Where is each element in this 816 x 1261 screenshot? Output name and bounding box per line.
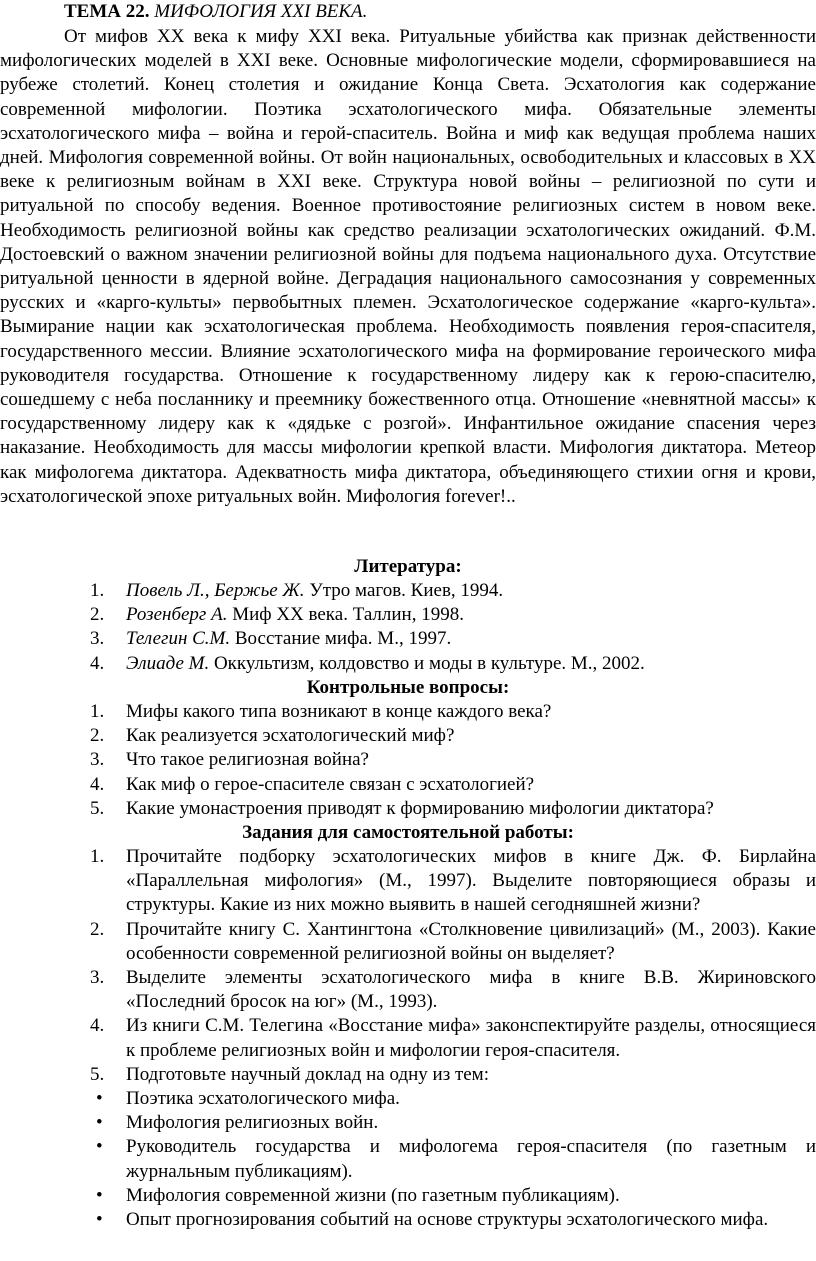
bullet-icon: • — [96, 1088, 103, 1109]
literature-item — [0, 603, 816, 627]
literature-title: Восстание мифа. М., 1997. — [230, 628, 452, 650]
questions-heading: Контрольные вопросы: — [306, 677, 510, 698]
question-text: Мифы какого типа возникают в конце каждого века? — [126, 701, 552, 722]
question-text: Что такое религиозная война? — [126, 749, 369, 771]
questions-list — [0, 700, 816, 821]
topic-item — [0, 1135, 816, 1183]
literature-list — [0, 579, 816, 676]
bullet-icon: • — [96, 1184, 103, 1206]
list-number: 1. — [90, 846, 105, 867]
task-text: Прочитайте подборку эсхатологических мифов в книге Дж. Ф. Бирлайна «Параллельная мифология» (М., 1997). Выделите повторяющиеся образы и структуры. Какие из них можно выявить в нашей сегодняшней жизни? — [126, 846, 816, 916]
topic-header — [64, 1, 367, 23]
literature-item — [0, 579, 816, 603]
list-number: 3. — [90, 967, 105, 989]
literature-item — [0, 652, 816, 676]
topic-text: Мифология религиозных войн. — [126, 1112, 379, 1134]
topic-text: Опыт прогнозирования событий на основе структуры эсхатологического мифа. — [126, 1209, 769, 1231]
topic-item — [0, 1184, 816, 1208]
task-text: Выделите элементы эсхатологического мифа в книге В.В. Жириновского «Последний бросок на юг» (М., 1993). — [126, 967, 816, 1013]
literature-item — [0, 627, 816, 651]
list-number: 3. — [90, 628, 105, 650]
topic-text: Поэтика эсхатологического мифа. — [126, 1088, 400, 1109]
list-number: 4. — [90, 773, 105, 795]
question-text: Как реализуется эсхатологический миф? — [126, 725, 455, 747]
literature-author: Розенберг А. — [126, 604, 228, 626]
intro-paragraph: От мифов XX века к мифу XXI века. Ритуальные убийства как признак действенности мифологических моделей в XXI веке. Основные мифологические модели, сформировавшиеся на рубеже столетий. Конец столетия и ожидание Конца Света. Эсхатология как содержание современной мифологии. Поэтика эсхатологического мифа. Обязательные элементы эсхатологического мифа – война и герой-спаситель. Война и миф как ведущая проблема наших дней. Мифология современной войны. От войн национальных, освободительных и классовых в XX веке к религиозным войнам в XXI веке. Структура новой войны – религиозной по сути и ритуальной по способу ведения. Военное противостояние религиозных систем в новом веке. Необходимость религиозной войны как средство реализации эсхатологических ожиданий. Ф.М. Достоевский о важном значении религиозной войны для подъема национального духа. Отсутствие ритуальной ценности в ядерной войне. Деградация национального самосознания у современных русских и «карго-культы» первобытных племен. Эсхатологическое содержание «карго-культа». Вымирание нации как эсхатологическая проблема. Необходимость появления героя-спасителя, государственного мессии. Влияние эсхатологического мифа на формирование героического мифа руководителя государства. Отношение к государственному лидеру как к герою-спасителю, сошедшему с неба посланнику и преемнику божественного отца. Отношение «невнятной массы» к государственному лидеру как к «дядьке с розгой». Инфантильное ожидание спасения через наказание. Необходимость для массы мифологии крепкой власти. Мифология диктатора. Метеор как мифологема диктатора. Адекватность мифа диктатора, объединяющего стихии огня и крови, эсхатологической эпохе ритуальных войн. Мифология forever!.. — [0, 26, 816, 507]
list-number: 2. — [90, 725, 105, 747]
list-number: 5. — [90, 797, 105, 819]
literature-author: Элиаде М. — [126, 652, 210, 674]
question-item — [0, 748, 816, 772]
literature-author: Телегин С.М. — [126, 628, 231, 650]
list-number: 1. — [90, 701, 105, 722]
question-text: Как миф о герое-спасителе связан с эсхатологией? — [126, 773, 535, 795]
topics-list — [0, 1087, 816, 1232]
topic-item — [0, 1208, 816, 1232]
task-item — [0, 1014, 816, 1062]
bullet-icon: • — [96, 1112, 103, 1134]
topic-text: Мифология современной жизни (по газетным публикациям). — [126, 1184, 620, 1206]
question-item — [0, 773, 816, 797]
tasks-heading: Задания для самостоятельной работы: — [242, 822, 574, 843]
literature-title: Утро магов. Киев, 1994. — [304, 580, 504, 601]
list-number: 3. — [90, 749, 105, 771]
tasks-list — [0, 845, 816, 1087]
list-number: 1. — [90, 580, 105, 601]
bullet-icon: • — [96, 1136, 103, 1158]
task-item — [0, 918, 816, 966]
list-number: 2. — [90, 918, 105, 940]
task-text: Из книги С.М. Телегина «Восстание мифа» законспектируйте разделы, относящиеся к проблеме религиозных войн и мифологии героя-спасителя. — [126, 1015, 816, 1061]
literature-author: Повель Л., Бержье Ж. — [126, 580, 305, 601]
literature-title: Оккультизм, колдовство и моды в культуре. М., 2002. — [209, 652, 645, 674]
topic-item — [0, 1087, 816, 1111]
task-text: Прочитайте книгу С. Хантингтона «Столкновение цивилизаций» (М., 2003). Какие особенности современной религиозной войны он выделяет? — [126, 918, 816, 964]
list-number: 5. — [90, 1063, 105, 1085]
literature-title: Миф XX века. Таллин, 1998. — [227, 604, 464, 626]
topic-item — [0, 1111, 816, 1135]
list-number: 4. — [90, 652, 105, 674]
topic-text: Руководитель государства и мифологема героя-спасителя (по газетным и журнальным публикациям). — [126, 1136, 816, 1182]
topic-label: ТЕМА 22. — [64, 1, 150, 22]
task-item — [0, 966, 816, 1014]
task-item — [0, 845, 816, 918]
task-item — [0, 1063, 816, 1087]
topic-title: МИФОЛОГИЯ XXI ВЕКА. — [154, 1, 368, 22]
literature-heading: Литература: — [354, 556, 462, 577]
bullet-icon: • — [96, 1209, 103, 1231]
list-number: 4. — [90, 1015, 105, 1037]
question-item — [0, 724, 816, 748]
question-item — [0, 700, 816, 724]
list-number: 2. — [90, 604, 105, 626]
question-item — [0, 797, 816, 821]
question-text: Какие умонастроения приводят к формированию мифологии диктатора? — [126, 797, 714, 819]
task-text: Подготовьте научный доклад на одну из тем: — [126, 1063, 489, 1085]
